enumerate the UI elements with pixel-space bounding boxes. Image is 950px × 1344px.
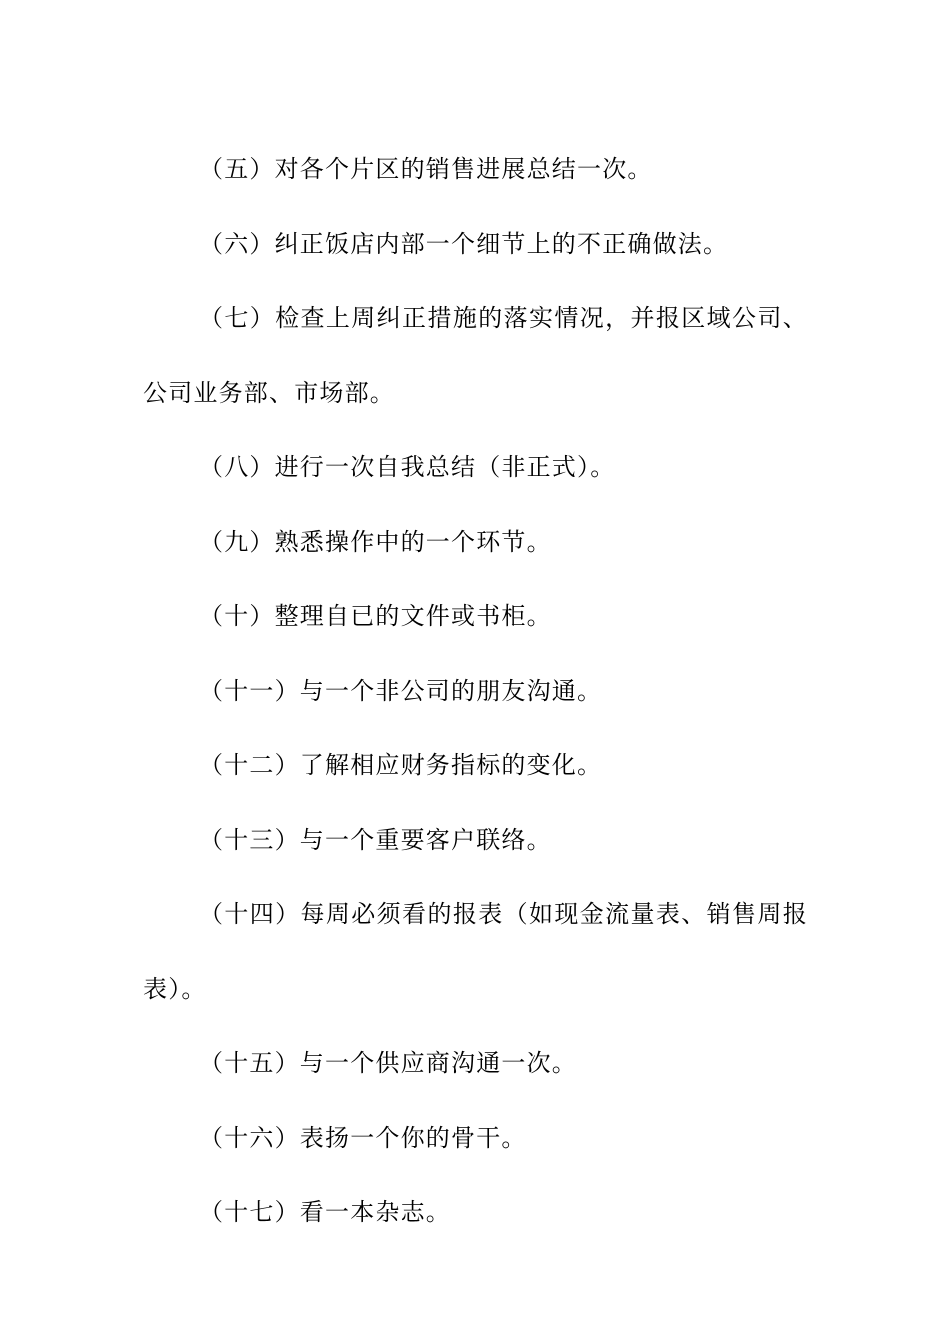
paragraph-7: （七）检查上周纠正措施的落实情况，并报区域公司、公司业务部、市场部。 [143, 304, 808, 407]
paragraph-17: （十七）看一本杂志。 [199, 1198, 451, 1226]
paragraph-10: （十）整理自已的文件或书柜。 [199, 602, 552, 630]
paragraph-8: （八）进行一次自我总结（非正式）。 [199, 453, 616, 481]
paragraph-15: （十五）与一个供应商沟通一次。 [199, 1049, 577, 1077]
document-body [143, 132, 808, 1250]
paragraph-9: （九）熟悉操作中的一个环节。 [199, 527, 552, 556]
paragraph-13: （十三）与一个重要客户联络。 [199, 825, 552, 854]
paragraph-12: （十二）了解相应财务指标的变化。 [199, 751, 603, 779]
paragraph-11: （十一）与一个非公司的朋友沟通。 [199, 676, 603, 705]
paragraph-6: （六）纠正饭店内部一个细节上的不正确做法。 [199, 229, 729, 258]
paragraph-14: （十四）每周必须看的报表（如现金流量表、销售周报表）。 [143, 900, 808, 1003]
paragraph-5: （五）对各个片区的销售进展总结一次。 [199, 155, 653, 183]
paragraph-16: （十六）表扬一个你的骨干。 [199, 1123, 527, 1152]
